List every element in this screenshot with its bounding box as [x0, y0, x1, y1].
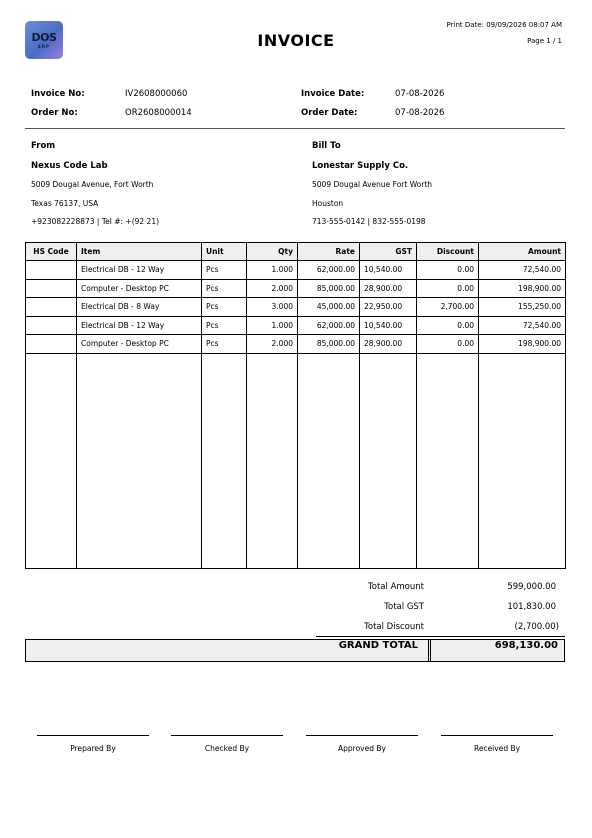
items-table — [25, 242, 566, 569]
cell-discount: 0.00 — [417, 261, 479, 280]
grand-total-value: 698,130.00 — [494, 640, 558, 651]
from-contact: +923082228873 | Tel #: +(92 21) — [31, 217, 160, 226]
cell-amount: 155,250.00 — [479, 298, 566, 317]
total-gst-value: 101,830.00 — [507, 602, 556, 612]
billto-name: Lonestar Supply Co. — [312, 161, 409, 171]
billto-address1: 5009 Dougal Avenue Fort Worth — [312, 180, 433, 189]
cell-hs-code — [26, 316, 77, 335]
cell-unit: Pcs — [202, 298, 247, 317]
table-header-row — [26, 243, 566, 261]
cell-gst: 22,950.00 — [360, 298, 417, 317]
cell-amount: 72,540.00 — [479, 316, 566, 335]
cell-gst: 28,900.00 — [360, 335, 417, 354]
cell-item: Electrical DB - 12 Way — [77, 261, 202, 280]
cell-unit: Pcs — [202, 335, 247, 354]
cell-amount: 72,540.00 — [479, 261, 566, 280]
grand-total-label: GRAND TOTAL — [338, 640, 418, 651]
cell-qty: 1.000 — [247, 316, 298, 335]
totals-divider — [316, 636, 565, 637]
signature-line — [37, 735, 149, 736]
col-hs-code: HS Code — [26, 243, 77, 261]
cell-gst: 10,540.00 — [360, 316, 417, 335]
approved-by-label: Approved By — [338, 744, 386, 753]
cell-hs-code — [26, 298, 77, 317]
from-heading: From — [31, 141, 56, 151]
cell-discount: 2,700.00 — [417, 298, 479, 317]
cell-rate: 62,000.00 — [298, 316, 360, 335]
cell-item: Electrical DB - 12 Way — [77, 316, 202, 335]
cell-unit: Pcs — [202, 279, 247, 298]
table-row — [26, 316, 566, 335]
invoice-date-label: Invoice Date: — [301, 89, 365, 99]
cell-discount: 0.00 — [417, 279, 479, 298]
grand-total-separator — [428, 640, 429, 661]
print-date: Print Date: 09/09/2026 08:07 AM — [446, 21, 562, 29]
signature-line — [306, 735, 418, 736]
total-discount-value: (2,700.00) — [514, 622, 559, 632]
from-name: Nexus Code Lab — [31, 161, 108, 171]
checked-by-label: Checked By — [204, 744, 250, 753]
cell-rate: 62,000.00 — [298, 261, 360, 280]
grand-total-box — [25, 639, 565, 662]
grand-total-separator — [430, 640, 431, 661]
logo-subtext: ERP — [38, 43, 50, 49]
cell-unit: Pcs — [202, 261, 247, 280]
col-qty: Qty — [247, 243, 298, 261]
invoice-no-value: IV2608000060 — [125, 89, 188, 99]
order-no-value: OR2608000014 — [125, 108, 192, 118]
table-row — [26, 298, 566, 317]
cell-unit: Pcs — [202, 316, 247, 335]
cell-discount: 0.00 — [417, 335, 479, 354]
page-number: Page 1 / 1 — [527, 37, 562, 45]
col-gst: GST — [360, 243, 417, 261]
table-row — [26, 261, 566, 280]
cell-item: Electrical DB - 8 Way — [77, 298, 202, 317]
logo-text: DOS — [31, 30, 57, 44]
received-by-label: Received By — [473, 744, 521, 753]
signature-line — [171, 735, 283, 736]
cell-hs-code — [26, 261, 77, 280]
cell-rate: 85,000.00 — [298, 279, 360, 298]
cell-discount: 0.00 — [417, 316, 479, 335]
cell-gst: 10,540.00 — [360, 261, 417, 280]
divider — [25, 128, 565, 129]
cell-qty: 2.000 — [247, 335, 298, 354]
total-gst-label: Total GST — [384, 602, 424, 612]
from-address2: Texas 76137, USA — [31, 199, 99, 208]
cell-gst: 28,900.00 — [360, 279, 417, 298]
cell-qty: 1.000 — [247, 261, 298, 280]
table-row — [26, 279, 566, 298]
billto-address2: Houston — [312, 199, 344, 208]
cell-hs-code — [26, 279, 77, 298]
total-discount-label: Total Discount — [364, 622, 424, 632]
billto-contact: 713-555-0142 | 832-555-0198 — [312, 217, 426, 226]
invoice-no-label: Invoice No: — [31, 89, 85, 99]
col-amount: Amount — [479, 243, 566, 261]
from-address1: 5009 Dougal Avenue, Fort Worth — [31, 180, 154, 189]
col-item: Item — [77, 243, 202, 261]
billto-heading: Bill To — [312, 141, 341, 151]
prepared-by-label: Prepared By — [70, 744, 116, 753]
total-amount-value: 599,000.00 — [507, 582, 556, 592]
page-title: INVOICE — [257, 31, 335, 50]
cell-item: Computer - Desktop PC — [77, 279, 202, 298]
cell-rate: 45,000.00 — [298, 298, 360, 317]
cell-hs-code — [26, 335, 77, 354]
cell-qty: 2.000 — [247, 279, 298, 298]
table-row — [26, 335, 566, 354]
order-no-label: Order No: — [31, 108, 78, 118]
total-amount-label: Total Amount — [368, 582, 424, 592]
table-empty-space — [26, 353, 566, 568]
signature-line — [441, 735, 553, 736]
col-rate: Rate — [298, 243, 360, 261]
col-discount: Discount — [417, 243, 479, 261]
cell-qty: 3.000 — [247, 298, 298, 317]
cell-item: Computer - Desktop PC — [77, 335, 202, 354]
order-date-label: Order Date: — [301, 108, 358, 118]
col-unit: Unit — [202, 243, 247, 261]
cell-amount: 198,900.00 — [479, 279, 566, 298]
invoice-date-value: 07-08-2026 — [395, 89, 445, 99]
cell-rate: 85,000.00 — [298, 335, 360, 354]
order-date-value: 07-08-2026 — [395, 108, 445, 118]
cell-amount: 198,900.00 — [479, 335, 566, 354]
